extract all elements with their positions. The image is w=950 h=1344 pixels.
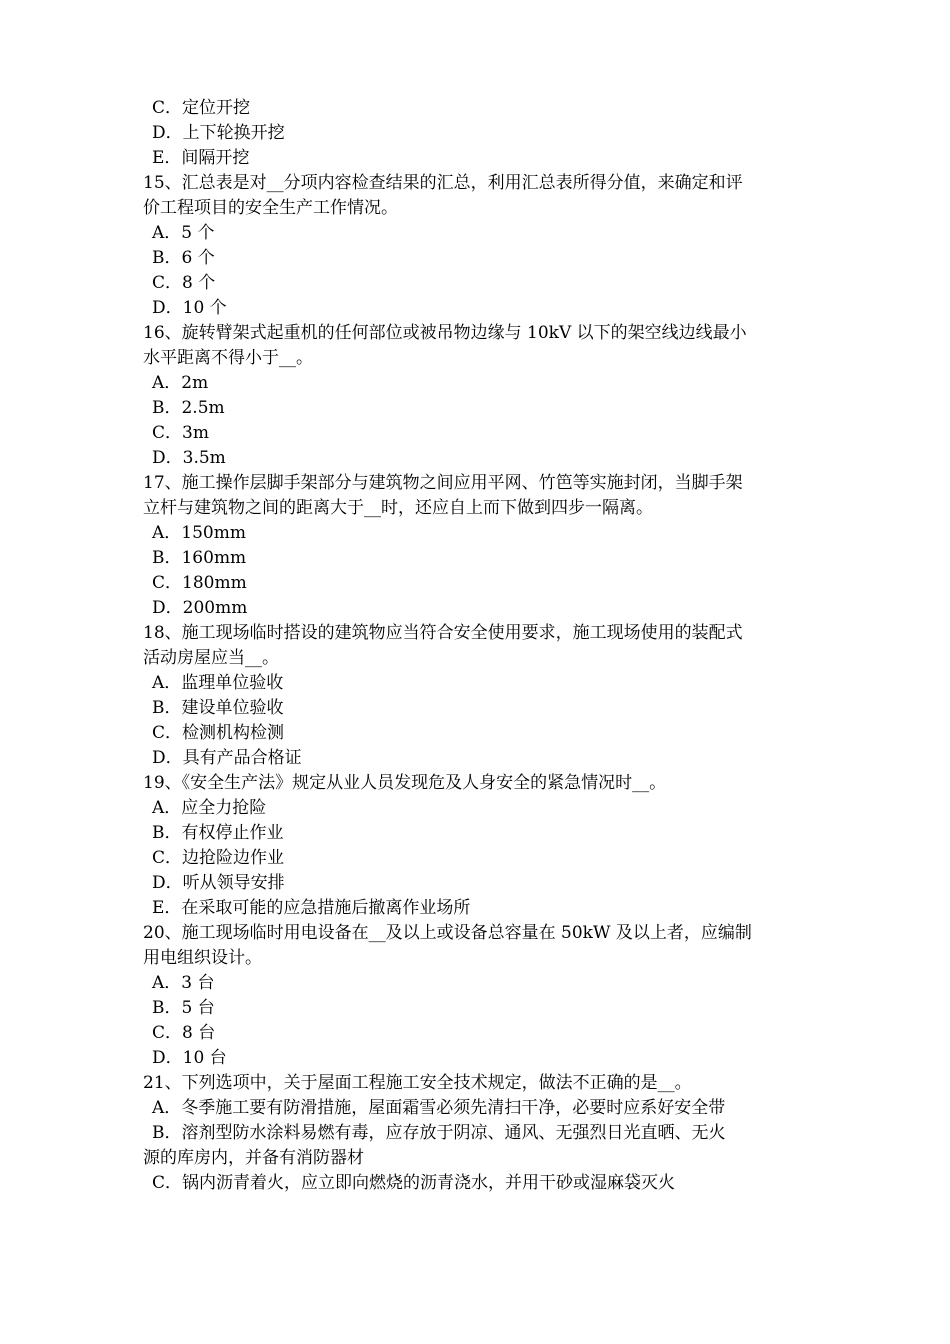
option-line: C．检测机构检测 <box>152 723 285 743</box>
question-line: 17、施工操作层脚手架部分与建筑物之间应用平网、竹笆等实施封闭，当脚手架 <box>143 473 743 493</box>
question-line: 16、旋转臂架式起重机的任何部位或被吊物边缘与 10kV 以下的架空线边线最小 <box>143 323 747 343</box>
question-line: 活动房屋应当__。 <box>143 648 279 668</box>
question-line: 用电组织设计。 <box>143 948 262 968</box>
question-line: 源的库房内，并备有消防器材 <box>143 1148 364 1168</box>
question-line: 18、施工现场临时搭设的建筑物应当符合安全使用要求，施工现场使用的装配式 <box>143 623 743 643</box>
question-line: 立杆与建筑物之间的距离大于__时，还应自上而下做到四步一隔离。 <box>143 498 653 518</box>
document-page <box>143 96 823 1196</box>
option-line: D．10 台 <box>152 1048 227 1068</box>
option-line: D．听从领导安排 <box>152 873 285 893</box>
option-line: C．锅内沥青着火，应立即向燃烧的沥青浇水，并用干砂或湿麻袋灭火 <box>152 1173 676 1193</box>
option-line: C．8 台 <box>152 1023 216 1043</box>
option-line: D．具有产品合格证 <box>152 748 302 768</box>
option-line: E．在采取可能的应急措施后撤离作业场所 <box>152 898 471 918</box>
option-line: C．180mm <box>152 573 247 593</box>
option-line: D．上下轮换开挖 <box>152 123 285 143</box>
option-line: B．有权停止作业 <box>152 823 284 843</box>
option-line: B．溶剂型防水涂料易燃有毒，应存放于阴凉、通风、无强烈日光直晒、无火 <box>152 1123 726 1143</box>
option-line: E．间隔开挖 <box>152 148 250 168</box>
option-line: C．定位开挖 <box>152 98 251 118</box>
option-line: B．建设单位验收 <box>152 698 284 718</box>
option-line: D．10 个 <box>152 298 227 318</box>
question-line: 15、汇总表是对__分项内容检查结果的汇总，利用汇总表所得分值，来确定和评 <box>143 173 743 193</box>
option-line: A．3 台 <box>152 973 215 993</box>
option-line: C．3m <box>152 423 209 443</box>
option-line: B．2.5m <box>152 398 225 418</box>
option-line: C．边抢险边作业 <box>152 848 285 868</box>
option-line: B．160mm <box>152 548 247 568</box>
question-line: 20、施工现场临时用电设备在__及以上或设备总容量在 50kW 及以上者，应编制 <box>143 923 752 943</box>
option-line: A．监理单位验收 <box>152 673 284 693</box>
question-line: 19、《安全生产法》规定从业人员发现危及人身安全的紧急情况时__。 <box>143 773 667 793</box>
option-line: A．应全力抢险 <box>152 798 267 818</box>
question-line: 水平距离不得小于__。 <box>143 348 313 368</box>
option-line: A．5 个 <box>152 223 215 243</box>
option-line: A．150mm <box>152 523 246 543</box>
question-line: 价工程项目的安全生产工作情况。 <box>143 198 398 218</box>
option-line: D．200mm <box>152 598 248 618</box>
option-line: A．2m <box>152 373 209 393</box>
option-line: A．冬季施工要有防滑措施，屋面霜雪必须先清扫干净，必要时应系好安全带 <box>152 1098 726 1118</box>
option-line: C．8 个 <box>152 273 216 293</box>
option-line: D．3.5m <box>152 448 226 468</box>
option-line: B．5 台 <box>152 998 215 1018</box>
option-line: B．6 个 <box>152 248 215 268</box>
question-line: 21、下列选项中，关于屋面工程施工安全技术规定，做法不正确的是__。 <box>143 1073 692 1093</box>
